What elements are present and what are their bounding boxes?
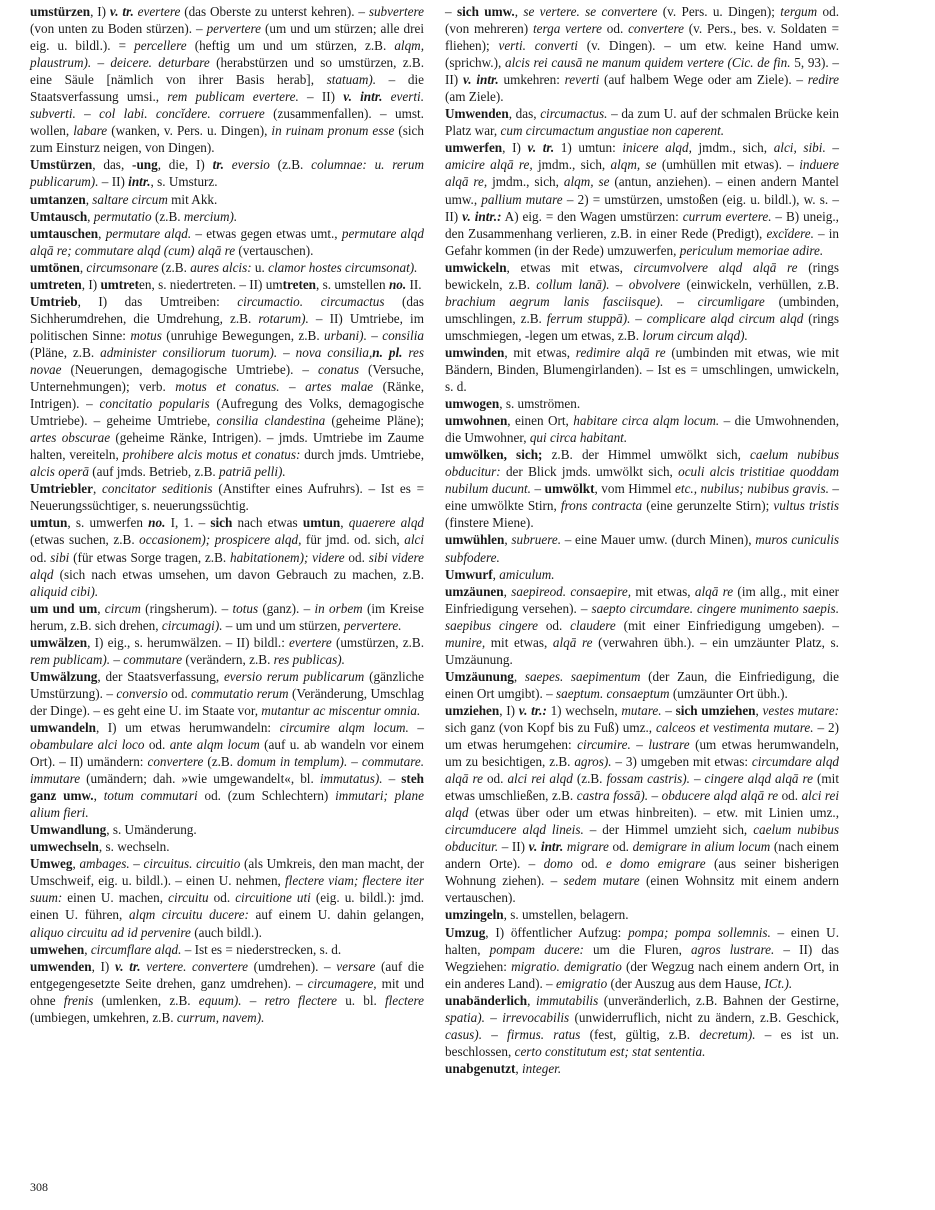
dictionary-entry: umtanzen, saltare circum mit Akk. [30,191,218,207]
dictionary-entry: Umwenden, das, circumactus. – da zum U. auf der schmalen Brücke kein Platz war, cum circumactum angustiae non caperent. [445,106,839,139]
dictionary-entry: umziehen, I) v. tr.: 1) wechseln, mutare. – sich umziehen, vestes mutare: sich ganz (von Kopf bis zu Fuß) umz., calceos et vestimenta mutare. – 2) um etwas herumgehen: circumire. – lustrare (um etwas herumwandeln, um zu besichtigen, z.B. agros). – 3) umgeben mit etwas: circumdare alqd alqā re od. alci rei alqd (z.B. fossam castris). – cingere alqd alqā re (mit etwas umschließen, z.B. castra fossā). – obducere alqd alqā re od. alci rei alqd (etwas über oder um etwas hinbreiten). – etw. mit Linien umz., circumducere alqd lineis. – der Himmel umzieht sich, caelum nubibus obducitur. – II) v. intr. migrare od. demigrare in alium locum (nach einem andern Orte). – domo od. e domo emigrare (aus seiner bisherigen Wohnung ziehen). – sedem mutare (einen Wohnsitz mit einem andern vertauschen). [445,702,840,906]
dictionary-entry: Umtausch, permutatio (z.B. mercium). [30,208,238,224]
dictionary-entry: Umwandlung, s. Umänderung. [30,822,197,838]
dictionary-entry: umwölken, sich; z.B. der Himmel umwölkt sich, caelum nubibus obducitur: der Blick jmds. umwölkt sich, oculi alcis tristitiae quoddam nubilum ducunt. – umwölkt, vom Himmel etc., nubilus; nubibus gravis. – eine umwölkte Stirn, frons contracta (eine gerunzelte Stirn); vultus tristis (finstere Miene). [445,447,840,531]
dictionary-entry: umtauschen, permutare alqd. – etwas gegen etwas umt., permutare alqd alqā re; commutare alqd (cum) alqā re (vertauschen). [30,225,424,258]
dictionary-entry: umwenden, I) v. tr. vertere. convertere (umdrehen). – versare (auf die entgegengesetzte Seite drehen, ganz umdrehen). – circumagere, mit und ohne frenis (umlenken, z.B. equum). – retro flectere u. bl. flectere (umbiegen, umkehren, z.B. currum, navem). [30,958,424,1025]
dictionary-entry: umtun, s. umwerfen no. I, 1. – sich nach etwas umtun, quaerere alqd (etwas suchen, z.B. occasionem); prospicere alqd, für jmd. od. sich, alci od. sibi (für etwas Sorge tragen, z.B. habitationem); videre od. sibi videre alqd (sich nach etwas umsehen, um davon Gebrauch zu machen, z.B. aliquid cibi). [30,515,425,599]
dictionary-entry: umwogen, s. umströmen. [445,396,581,412]
dictionary-entry: Umtriebler, concitator seditionis (Anstifter eines Aufruhrs). – Ist es = Neuerungssüchtiger, s. neuerungssüchtig. [30,481,425,514]
dictionary-entry: Umzug, I) öffentlicher Aufzug: pompa; pompa sollemnis. – einen U. halten, pompam ducere: um die Fluren, agros lustrare. – II) das Wegziehen: migratio. demigratio (der Wegzug nach einem andern Ort, in ein anderes Land). – emigratio (der Auszug aus dem Hause, ICt.). [445,924,839,991]
dictionary-entry: umtönen, circumsonare (z.B. aures alcis: u. clamor hostes circumsonat). [30,259,418,275]
dictionary-entry: umwinden, mit etwas, redimire alqā re (umbinden mit etwas, wie mit Bändern, Binden, Blumengirlanden). – Ist es = umschlingen, umwickeln, s. d. [445,344,839,395]
left-column [30,3,424,1026]
dictionary-entry: Umzäunung, saepes. saepimentum (der Zaun, die Einfriedigung, die einen Ort umgibt). – saeptum. consaeptum (umzäunter Ort übh.). [445,668,839,701]
dictionary-entry: Umtrieb, I) das Umtreiben: circumactio. circumactus (das Sichherumdrehen, die Umdrehung, z.B. rotarum). – II) Umtriebe, im politischen Sinne: motus (unruhige Bewegungen, z.B. urbani). – consilia (Pläne, z.B. administer consiliorum tuorum). – nova consilia,n. pl. res novae (Neuerungen, demagogische Umtriebe). – conatus (Versuche, Unternehmungen); verb. motus et conatus. – artes malae (Ränke, Intrigen). – concitatio popularis (Aufregung des Volks, demagogische Umtriebe). – geheime Umtriebe, consilia clandestina (geheime Pläne); artes obscurae (geheime Ränke, Intrigen). – jmds. Umtriebe im Zaume halten, vereiteln, prohibere alcis motus et conatus: durch jmds. Umtriebe, alcis operā (auf jmds. Betrieb, z.B. patriā pelli). [30,293,424,480]
dictionary-entry: – sich umw., se vertere. se convertere (v. Pers. u. Dingen); tergum od. (von mehreren) terga vertere od. convertere (v. Pers., bes. v. Soldaten = fliehen); verti. converti (v. Dingen). – um etw. keine Hand umw. (sprichw.), alcis rei causā ne manum quidem vertere (Cic. de fin. 5, 93). – II) v. intr. umkehren: reverti (auf halbem Wege oder am Ziele). – redire (am Ziele). [445,4,840,105]
right-column [445,3,839,1077]
dictionary-entry: unabänderlich, immutabilis (unveränderlich, z.B. Bahnen der Gestirne, spatia). – irrevocabilis (unwiderruflich, nicht zu ändern, z.B. Geschick, casus). – firmus. ratus (fest, gültig, z.B. decretum). – es ist un. beschlossen, certo constitutum est; stat sententia. [445,992,840,1059]
dictionary-entry: umwühlen, subruere. – eine Mauer umw. (durch Minen), muros cuniculis subfodere. [445,532,839,565]
dictionary-entry: unabgenutzt, integer. [445,1060,562,1076]
page-number: 308 [30,1180,48,1194]
dictionary-entry: umzingeln, s. umstellen, belagern. [445,907,629,923]
dictionary-entry: umtreten, I) umtreten, s. niedertreten. – II) umtreten, s. umstellen no. II. [30,276,422,292]
dictionary-entry: um und um, circum (ringsherum). – totus (ganz). – in orbem (im Kreise herum, z.B. sich drehen, circumagi). – um und um stürzen, pervertere. [30,600,424,633]
dictionary-entry: Umwurf, amiculum. [445,566,555,582]
dictionary-entry: umwechseln, s. wechseln. [30,839,170,855]
dictionary-entry: umzäunen, saepireod. consaepire, mit etwas, alqā re (im allg., mit einer Einfriedigung versehen). – saepto circumdare. cingere munimento saepis. saepibus cingere od. claudere (mit einer Einfriedigung umgeben). – munire, mit etwas, alqā re (verwahren übh.). – ein umzäunter Platz, s. Umzäunung. [445,583,839,667]
dictionary-entry: umwohnen, einen Ort, habitare circa alqm locum. – die Umwohnenden, die Umwohner, qui circa habitant. [445,413,840,446]
dictionary-entry: umstürzen, I) v. tr. evertere (das Oberste zu unterst kehren). – subvertere (von unten zu Boden stürzen). – pervertere (um und um stürzen; alle drei eig. u. bildl.). = percellere (heftig um und um stürzen, z.B. alqm, plaustrum). – deicere. deturbare (herabstürzen und so umstürzen, z.B. eine Säule [nämlich von ihrer Basis herab], statuam). – die Staatsverfassung umsi., rem publicam evertere. – II) v. intr. everti. subverti. – col labi. concĭdere. corruere (zusammenfallen). – umst. wollen, labare (wanken, v. Pers. u. Dingen), in ruinam pronum esse (sich zum Einsturz neigen, von Dingen). [30,4,424,156]
dictionary-entry: Umstürzen, das, -ung, die, I) tr. eversio (z.B. columnae: u. rerum publicarum). – II) intr., s. Umsturz. [30,157,425,190]
dictionary-entry: umwickeln, etwas mit etwas, circumvolvere alqd alqā re (rings bewickeln, z.B. collum lanā). – obvolvere (einwickeln, verhüllen, z.B. brachium aegrum lanis fasciisque). – circumligare (umbinden, umschlingen, z.B. ferrum stuppā). – complicare alqd circum alqd (rings umschmiegen, -legen um etwas, z.B. lorum circum alqd). [445,259,839,343]
dictionary-entry: umwehen, circumflare alqd. – Ist es = niederstrecken, s. d. [30,941,342,957]
dictionary-entry: Umweg, ambages. – circuitus. circuitio (als Umkreis, den man macht, der Umschweif, eig. u. bildl.). – einen U. nehmen, flectere viam; flectere iter suum: einen U. machen, circuitu od. circuitione uti (eig. u. bildl.): jmd. einen U. führen, alqm circuitu ducere: auf einem U. dahin gelangen, aliquo circuitu ad id pervenire (auch bildl.). [30,856,425,940]
dictionary-entry: umwälzen, I) eig., s. herumwälzen. – II) bildl.: evertere (umstürzen, z.B. rem publicam). – commutare (verändern, z.B. res publicas). [30,634,424,667]
dictionary-entry: umwandeln, I) um etwas herumwandeln: circumire alqm locum. – obambulare alci loco od. ante alqm locum (auf u. ab wandeln vor einem Ort). – II) umändern: convertere (z.B. domum in templum). – commutare. immutare (umändern; dah. »wie umgewandelt«, bl. immutatus). – steh ganz umw., totum commutari od. (zum Schlechtern) immutari; plane alium fieri. [30,719,425,821]
dictionary-entry: Umwälzung, der Staatsverfassung, eversio rerum publicarum (gänzliche Umstürzung). – conversio od. commutatio rerum (Veränderung, Umschlag der Dinge). – es geht eine U. im Staate vor, mutantur ac miscentur omnia. [30,668,424,718]
dictionary-entry: umwerfen, I) v. tr. 1) umtun: inicere alqd, jmdm., sich, alci, sibi. – amicire alqā re, jmdm., sich, alqm, se (umhüllen mit etwas). – induere alqā re, jmdm., sich, alqm, se (antun, anziehen). – einen andern Mantel umw., pallium mutare – 2) = umstürzen, umstoßen (eig. u. bildl.), w. s. – II) v. intr.: A) eig. = den Wagen umstürzen: currum evertere. – B) uneig., den Zusammenhang verlieren, z.B. in einer Rede (Predigt), excĭdere. – in Gefahr kommen (in der Rede) umzuwerfen, periculum memoriae adire. [445,140,839,258]
